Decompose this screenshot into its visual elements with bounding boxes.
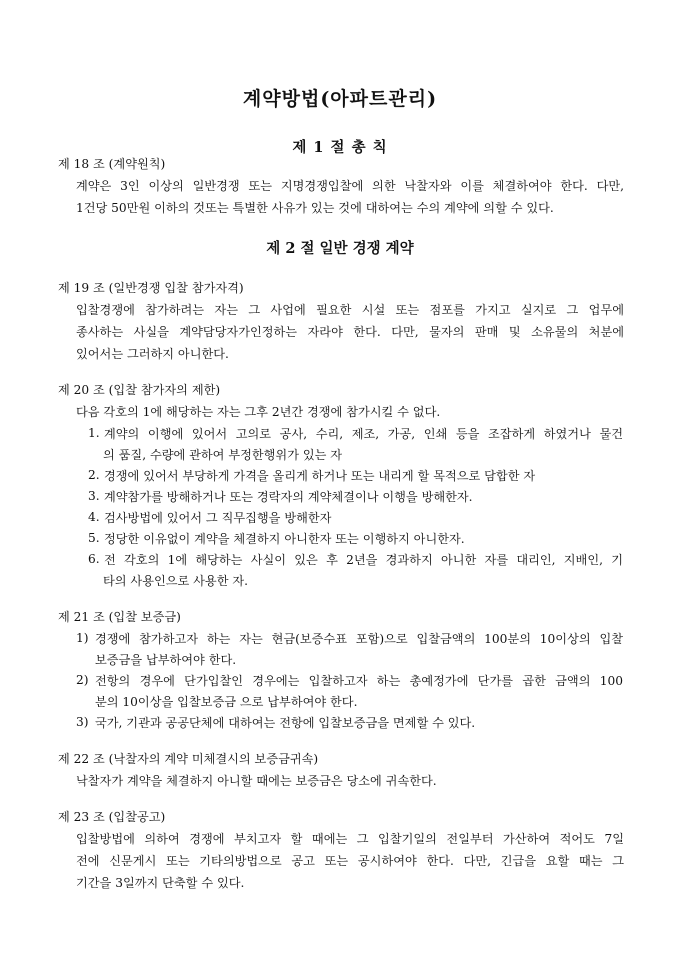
article-18-line-2: 1건당 50만원 이하의 것또는 특별한 사유가 있는 것에 대하여는 수의 계약에 의할 수 있다. <box>76 201 554 215</box>
article-20-item-1-number: 1. <box>88 426 100 440</box>
article-21-heading: 제 21 조 (입찰 보증금) <box>58 610 181 624</box>
article-20-item-6-number: 6. <box>88 552 100 566</box>
article-19-line-3: 있어서는 그러하지 아니한다. <box>76 347 229 361</box>
article-20-item-5-number: 5. <box>88 531 100 545</box>
article-20-item-6-line-1: 전 각호의 1에 해당하는 사실이 있은 후 2년을 경과하지 아니한 자를 대리인, 지배인, 기 <box>104 553 623 567</box>
article-21-item-2-line-1: 전항의 경우에 단가입찰인 경우에는 입찰하고자 하는 총예정가에 단가를 곱한 금액의 100 <box>95 674 623 688</box>
article-20-item-6-line-2: 타의 사용인으로 사용한 자. <box>103 574 249 588</box>
article-22-line-1: 낙찰자가 계약을 체결하지 아니할 때에는 보증금은 당소에 귀속한다. <box>76 774 437 788</box>
article-20-intro: 다음 각호의 1에 해당하는 자는 그후 2년간 경쟁에 참가시킬 수 없다. <box>76 405 441 419</box>
article-23-line-1: 입찰방법에 의하여 경쟁에 부치고자 할 때에는 그 입찰기일의 전일부터 가산하여 적어도 7일 <box>76 832 624 846</box>
article-20-item-1-line-1: 계약의 이행에 있어서 고의로 공사, 수리, 제조, 가공, 인쇄 등을 조잡하게 하였거나 물건 <box>104 427 623 441</box>
article-18-line-1: 계약은 3인 이상의 일반경쟁 또는 지명경쟁입찰에 의한 낙찰자와 이를 체결하여야 한다. 다만, <box>76 179 624 193</box>
article-22-heading: 제 22 조 (낙찰자의 계약 미체결시의 보증금귀속) <box>58 752 319 766</box>
article-23-heading: 제 23 조 (입찰공고) <box>58 810 166 824</box>
article-21-item-2-line-2: 분의 10이상을 입찰보증금 으로 납부하여야 한다. <box>95 695 358 709</box>
article-20-item-2-line-1: 경쟁에 있어서 부당하게 가격을 올리게 하거나 또는 내리게 할 목적으로 담합한 자 <box>104 469 536 483</box>
article-20-item-2-number: 2. <box>88 468 100 482</box>
section-1-title: 제 1 절 총 칙 <box>292 139 388 156</box>
article-20-item-4-line-1: 검사방법에 있어서 그 직무집행을 방해한자 <box>104 511 332 525</box>
section-2-title: 제 2 절 일반 경쟁 계약 <box>266 240 414 257</box>
article-21-item-3-number: 3) <box>76 715 89 729</box>
article-21-item-1-line-2: 보증금을 납부하여야 한다. <box>95 653 237 667</box>
document-title: 계약방법(아파트관리) <box>242 88 438 110</box>
article-23-line-2: 전에 신문게시 또는 기타의방법으로 공고 또는 공시하여야 한다. 다만, 긴급을 요할 때는 그 <box>76 854 624 868</box>
article-20-item-5-line-1: 정당한 이유없이 계약을 체결하지 아니한자 또는 이행하지 아니한자. <box>104 532 465 546</box>
article-18-heading: 제 18 조 (계약원칙) <box>58 157 166 171</box>
article-20-item-3-line-1: 계약참가를 방해하거나 또는 경락자의 계약체결이나 이행을 방해한자. <box>104 490 473 504</box>
article-19-heading: 제 19 조 (일반경쟁 입찰 참가자격) <box>58 281 244 295</box>
article-19-line-2: 종사하는 사실을 계약담당자가인정하는 자라야 한다. 다만, 물자의 판매 및 소유물의 처분에 <box>76 325 624 339</box>
article-19-line-1: 입찰경쟁에 참가하려는 자는 그 사업에 필요한 시설 또는 점포를 가지고 실지로 그 업무에 <box>76 303 624 317</box>
article-21-item-2-number: 2) <box>76 673 89 687</box>
article-20-item-1-line-2: 의 품질, 수량에 관하여 부정한행위가 있는 자 <box>103 448 343 462</box>
article-20-heading: 제 20 조 (입찰 참가자의 제한) <box>58 383 221 397</box>
article-20-item-3-number: 3. <box>88 489 100 503</box>
article-23-line-3: 기간을 3일까지 단축할 수 있다. <box>76 876 245 890</box>
article-20-item-4-number: 4. <box>88 510 100 524</box>
article-21-item-1-line-1: 경쟁에 참가하고자 하는 자는 현금(보증수표 포함)으로 입찰금액의 100분의 10이상의 입찰 <box>95 632 623 646</box>
article-21-item-3-line-1: 국가, 기관과 공공단체에 대하여는 전항에 입찰보증금을 면제할 수 있다. <box>95 716 476 730</box>
article-21-item-1-number: 1) <box>76 631 89 645</box>
